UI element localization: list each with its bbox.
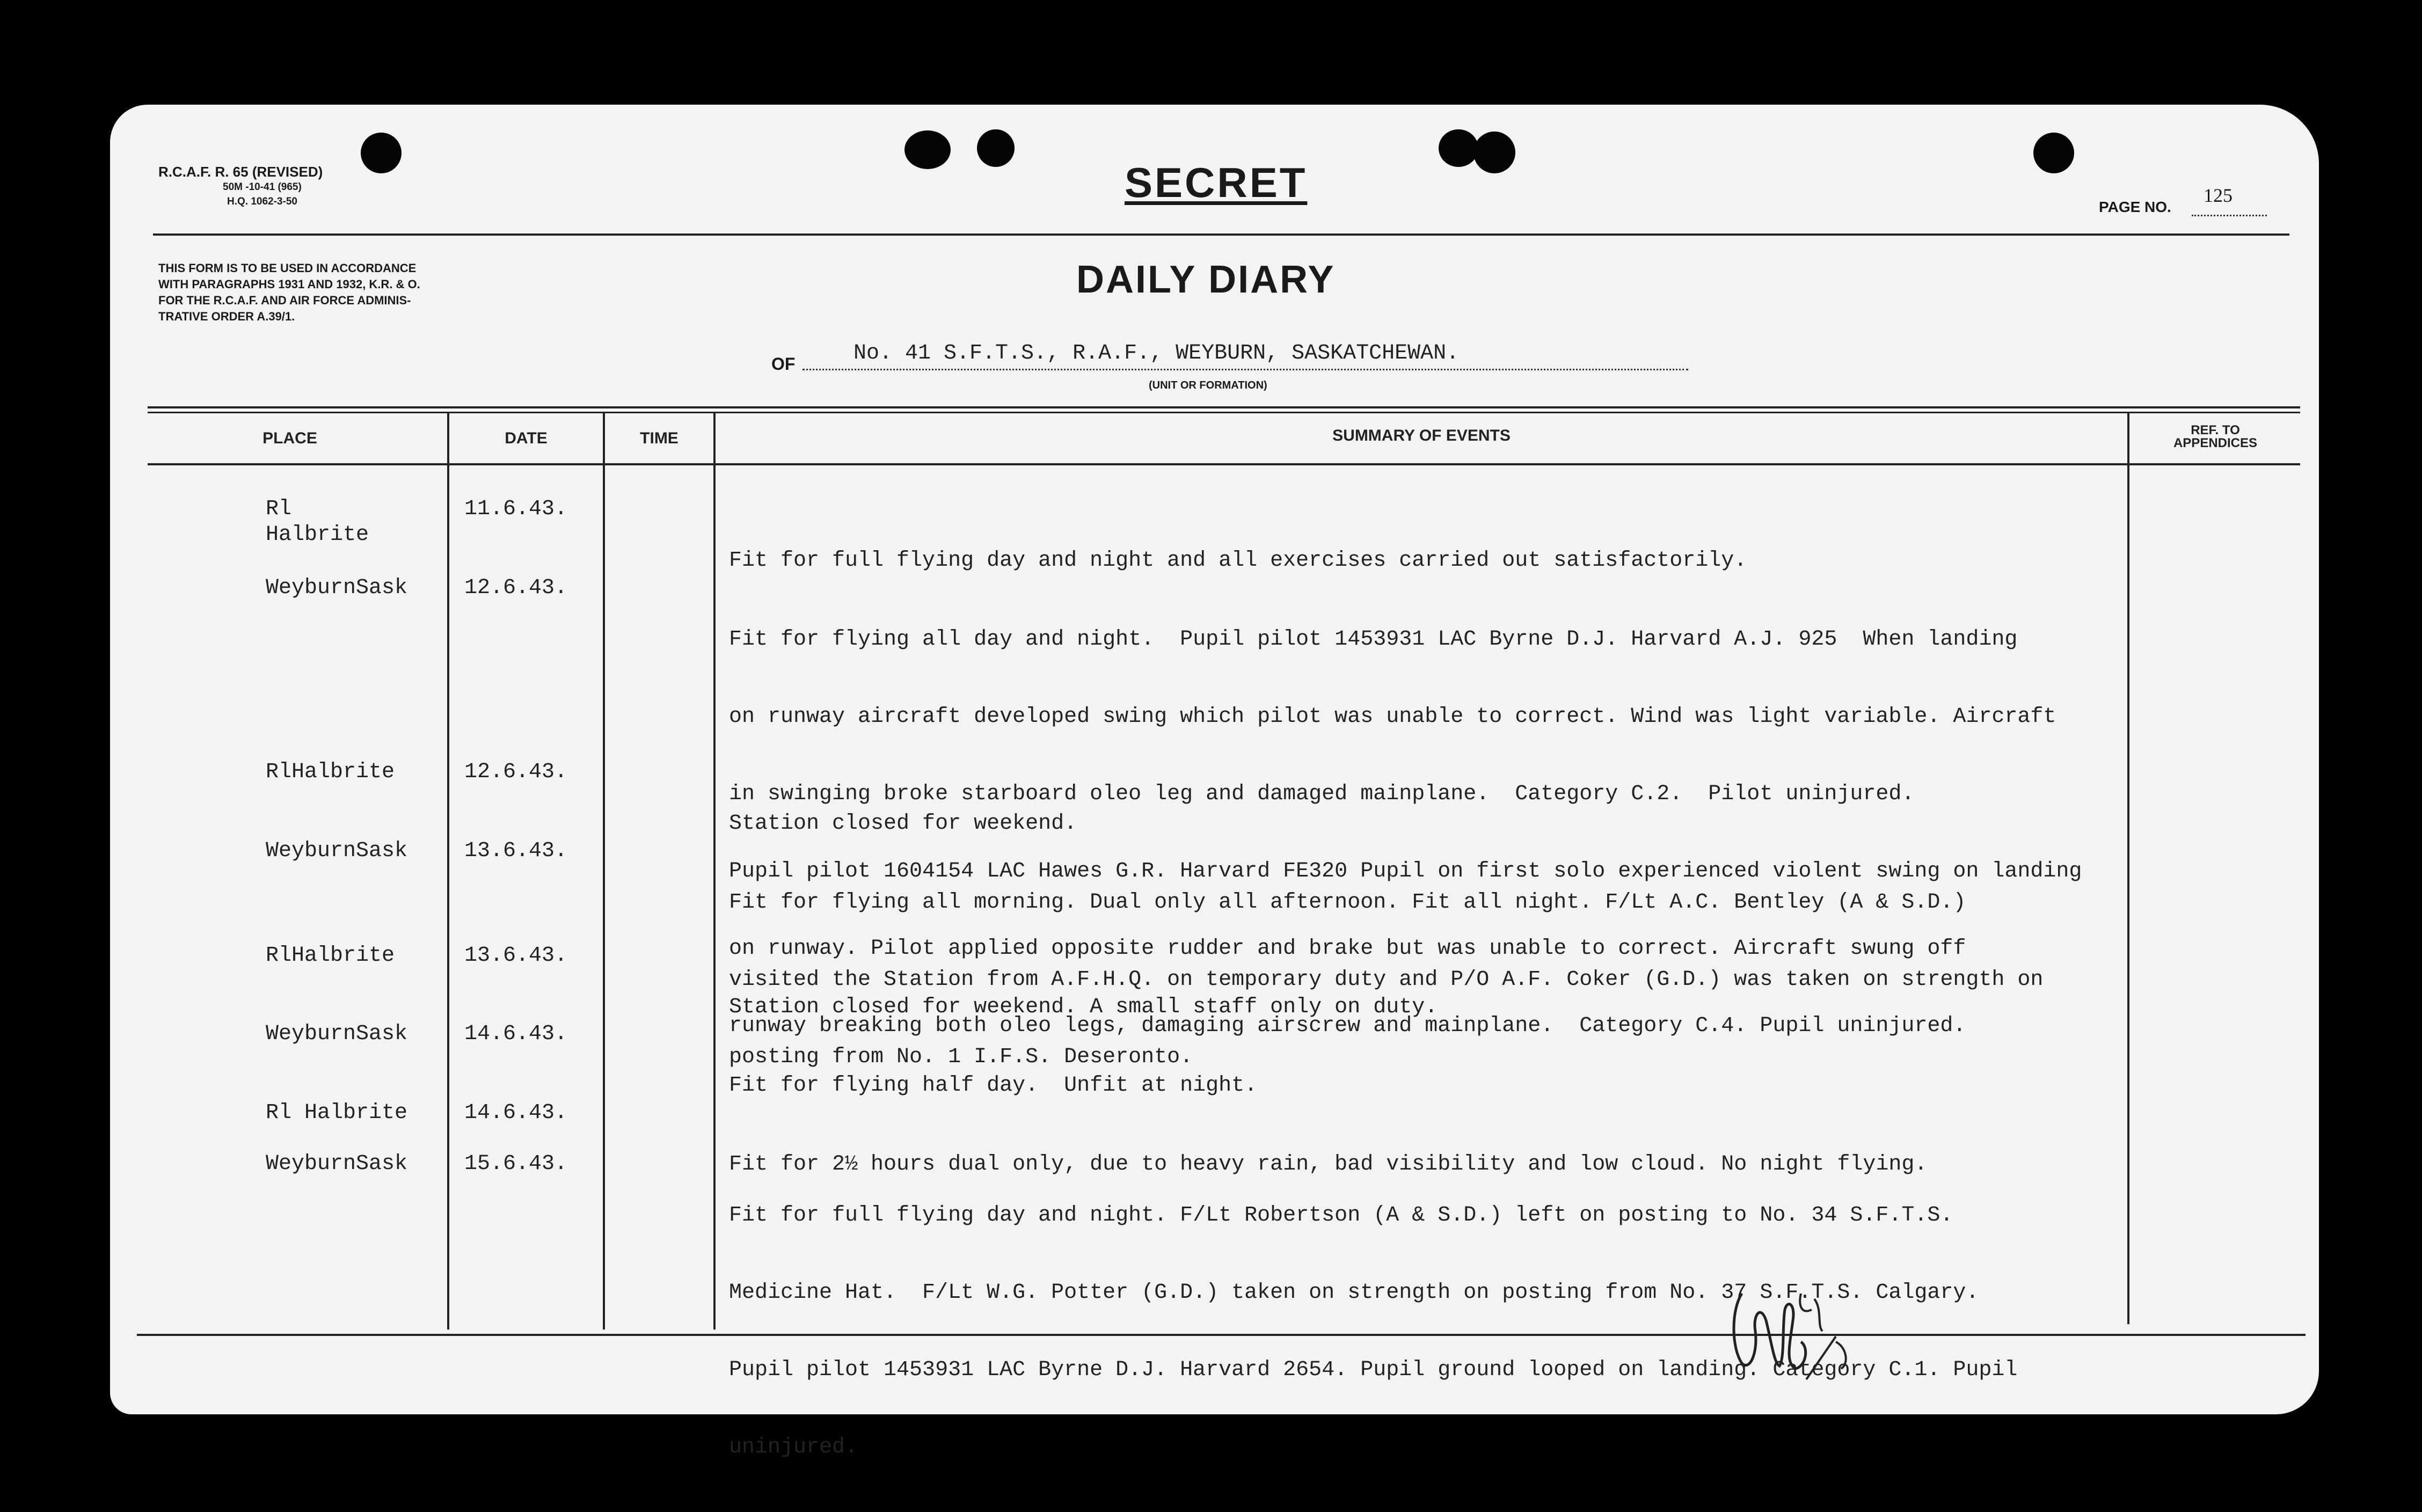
summary-line: runway breaking both oleo legs, damaging airscrew and mainplane. Category C.4. Pupil uninjured. xyxy=(729,1014,1966,1038)
place-line: Halbrite xyxy=(291,760,395,784)
place-line: Sask xyxy=(356,1152,408,1176)
place-line: Rl xyxy=(266,497,292,521)
unit-underline xyxy=(803,369,1688,370)
column-header-time: TIME xyxy=(640,429,679,447)
unit-name: No. 41 S.F.T.S., R.A.F., WEYBURN, SASKATCHEWAN. xyxy=(853,341,1460,366)
entry-place xyxy=(266,1021,407,1047)
summary-line: in swinging broke starboard oleo leg and damaged mainplane. Category C.2. Pilot uninjured. xyxy=(729,782,1915,806)
place-line: Sask xyxy=(356,839,408,863)
punch-hole xyxy=(361,133,402,173)
summary-line: visited the Station from A.F.H.Q. on temporary duty and P/O A.F. Coker (G.D.) was taken on strength on xyxy=(729,968,2044,992)
summary-line: Pupil pilot 1604154 LAC Hawes G.R. Harvard FE320 Pupil on first solo experienced violent swing on landing xyxy=(729,859,2082,883)
column-divider xyxy=(603,412,605,1330)
column-divider xyxy=(447,412,449,1330)
entry-date: 12.6.43. xyxy=(464,760,568,784)
column-header-summary: SUMMARY OF EVENTS xyxy=(1332,427,1511,444)
summary-line: uninjured. xyxy=(729,1435,858,1459)
instruction-line: WITH PARAGRAPHS 1931 AND 1932, K.R. & O. xyxy=(158,277,420,291)
form-instructions xyxy=(158,260,420,325)
place-line: Rl xyxy=(266,760,292,784)
place-line: Halbrite xyxy=(291,944,395,968)
punch-hole xyxy=(2033,133,2074,173)
summary-line: Fit for flying half day. Unfit at night. xyxy=(729,1073,1258,1098)
punch-hole xyxy=(1439,129,1478,167)
summary-line: Medicine Hat. F/Lt W.G. Potter (G.D.) taken on strength on posting from No. 37 S.F.T.S. Calgary. xyxy=(729,1281,1979,1305)
summary-line: Station closed for weekend. A small staff only on duty. xyxy=(729,995,1438,1019)
handwritten-initials xyxy=(1720,1272,1860,1390)
place-line: Rl xyxy=(266,944,292,968)
instruction-line: FOR THE R.C.A.F. AND AIR FORCE ADMINIS- xyxy=(158,294,411,307)
column-header-place: PLACE xyxy=(262,429,317,447)
entry-place xyxy=(266,496,369,548)
column-header-ref-line2: APPENDICES xyxy=(2173,436,2258,450)
column-header-ref xyxy=(2129,424,2301,450)
place-line: Weyburn xyxy=(266,1022,356,1046)
summary-line: Fit for flying all day and night. Pupil pilot 1453931 LAC Byrne D.J. Harvard A.J. 925 When landing xyxy=(729,627,2018,652)
form-print-code: 50M -10-41 (965) xyxy=(223,181,302,193)
table-top-rule xyxy=(148,406,2300,408)
punch-hole xyxy=(1473,132,1515,173)
punch-hole xyxy=(977,129,1015,167)
unit-caption: (UNIT OR FORMATION) xyxy=(1149,379,1267,391)
place-line: Weyburn xyxy=(266,576,356,600)
entry-date: 11.6.43. xyxy=(464,497,568,521)
of-label: OF xyxy=(771,354,796,374)
summary-line: on runway aircraft developed swing which pilot was unable to correct. Wind was light variable. Aircraft xyxy=(729,705,2056,729)
summary-line: Fit for flying all morning. Dual only all afternoon. Fit all night. F/Lt A.C. Bentley (A & S.D.) xyxy=(729,890,1966,915)
summary-line: Station closed for weekend. xyxy=(729,812,1077,836)
punch-hole xyxy=(904,130,951,169)
summary-line: on runway. Pilot applied opposite rudder and brake but was unable to correct. Aircraft swung off xyxy=(729,937,1966,961)
place-line: Weyburn xyxy=(266,1152,356,1176)
place-line: Sask xyxy=(356,576,408,600)
instruction-line: THIS FORM IS TO BE USED IN ACCORDANCE xyxy=(158,261,417,275)
entry-place xyxy=(266,575,407,601)
summary-line: Fit for 2½ hours dual only, due to heavy rain, bad visibility and low cloud. No night flying. xyxy=(729,1152,1928,1177)
entry-place xyxy=(266,943,395,969)
form-hq-code: H.Q. 1062-3-50 xyxy=(227,196,297,207)
place-line: Weyburn xyxy=(266,839,356,863)
table-top-rule-2 xyxy=(148,412,2300,413)
entry-date: 15.6.43. xyxy=(464,1152,568,1176)
summary-line: Fit for full flying day and night. F/Lt Robertson (A & S.D.) left on posting to No. 34 S.F.T.S. xyxy=(729,1203,1953,1228)
header-rule xyxy=(153,233,2289,236)
form-code: R.C.A.F. R. 65 (REVISED) xyxy=(158,164,323,180)
summary-line: Pupil pilot 1453931 LAC Byrne D.J. Harvard 2654. Pupil ground looped on landing. Category C.1. Pupil xyxy=(729,1358,2018,1382)
place-line: Rl Halbrite xyxy=(266,1101,408,1125)
entry-place xyxy=(266,1100,407,1126)
entry-date: 12.6.43. xyxy=(464,576,568,600)
place-line: Sask xyxy=(356,1022,408,1046)
page-number: 125 xyxy=(2204,185,2233,206)
page-number-line xyxy=(2192,215,2267,217)
classification-stamp: SECRET xyxy=(1125,159,1308,206)
page-title: DAILY DIARY xyxy=(1076,258,1336,301)
entry-place xyxy=(266,1151,407,1177)
entry-date: 14.6.43. xyxy=(464,1022,568,1046)
summary-line: Fit for full flying day and night and all exercises carried out satisfactorily. xyxy=(729,549,1747,573)
summary-line: posting from No. 1 I.F.S. Deseronto. xyxy=(729,1045,1193,1069)
entry-place xyxy=(266,838,407,864)
column-header-date: DATE xyxy=(505,429,548,447)
diary-form xyxy=(110,105,2319,1459)
instruction-line: TRATIVE ORDER A.39/1. xyxy=(158,310,295,323)
entry-summary xyxy=(729,1151,2253,1512)
column-divider xyxy=(713,412,716,1330)
page-label: PAGE NO. xyxy=(2099,199,2171,215)
table-header-rule xyxy=(148,463,2300,465)
entry-date: 14.6.43. xyxy=(464,1101,568,1125)
place-line: Halbrite xyxy=(266,523,369,547)
column-header-ref-line1: REF. TO xyxy=(2191,423,2240,437)
entry-place xyxy=(266,759,395,785)
entry-date: 13.6.43. xyxy=(464,944,568,968)
entry-date: 13.6.43. xyxy=(464,839,568,863)
